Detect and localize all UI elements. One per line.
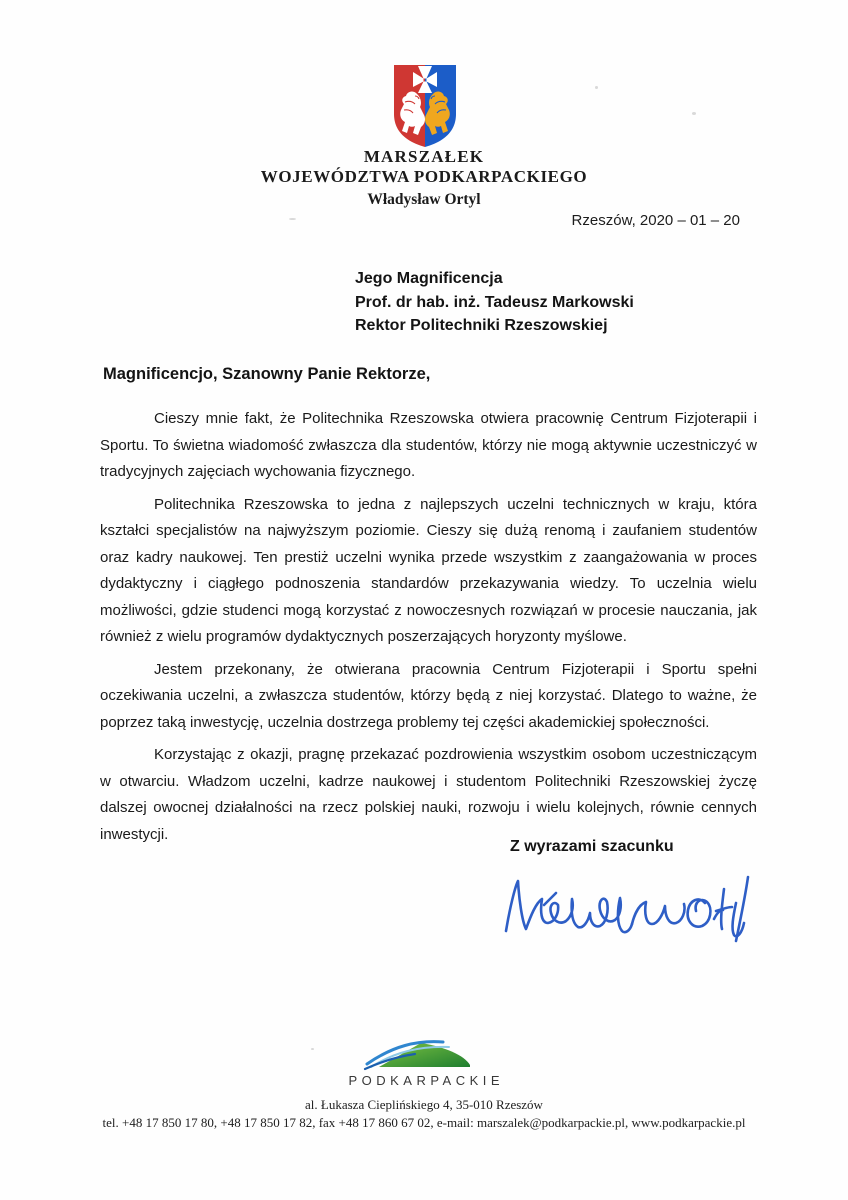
footer-address: al. Łukasza Cieplińskiego 4, 35-010 Rzeszów — [305, 1097, 543, 1112]
letterhead-person-name: Władysław Ortyl — [367, 191, 481, 208]
paragraph: Korzystając z okazji, pragnę przekazać pozdrowienia wszystkim osobom uczestniczącym w otwarciu. Władzom uczelni, kadrze naukowej i studentom Politechniki Rzeszowskiej życzę dalszej owocnej działalności na rzecz polskiej nauki, rozwoju i wielu kolejnych, równie cennych inwestycji. — [100, 746, 757, 843]
footer-contact: tel. +48 17 850 17 80, +48 17 850 17 82, fax +48 17 860 67 02, e-mail: marszalek@podkarpackie.pl, www.podkarpackie.pl — [102, 1115, 746, 1130]
letterhead-office-line2: WOJEWÓDZTWA PODKARPACKIEGO — [260, 167, 588, 186]
salutation: Magnificencjo, Szanowny Panie Rektorze, — [103, 365, 431, 383]
recipient-title: Rektor Politechniki Rzeszowskiej — [355, 317, 608, 334]
podkarpackie-logo-icon — [363, 1036, 485, 1072]
podkarpackie-logo — [0, 1036, 848, 1088]
dateline: Rzeszów, 2020 – 01 – 20 — [571, 212, 740, 229]
scan-speck — [692, 112, 696, 115]
scan-speck — [289, 218, 296, 220]
paragraph: Jestem przekonany, że otwierana pracownia Centrum Fizjoterapii i Sportu spełni oczekiwania uczelni, a zwłaszcza studentów, którzy będą z niej korzystać. Dlatego to ważne, że poprzez taką inwestycję, uczelnia dostrzega problemy tej części akademickiej społeczności. — [100, 660, 757, 731]
letterhead-office-line1: MARSZAŁEK — [363, 147, 485, 166]
paragraph: Cieszy mnie fakt, że Politechnika Rzeszowska otwiera pracownię Centrum Fizjoterapii i Sportu. To świetna wiadomość zwłaszcza dla studentów, którzy nie mogą aktywnie uczestniczyć w tradycyjnych zajęciach wychowania fizycznego. — [100, 410, 757, 480]
recipient-name: Prof. dr hab. inż. Tadeusz Markowski — [355, 293, 634, 311]
scan-speck — [311, 1048, 314, 1050]
scan-speck — [595, 86, 598, 89]
closing-phrase: Z wyrazami szacunku — [510, 838, 674, 855]
podkarpackie-coat-of-arms-icon — [391, 62, 459, 150]
paragraph: Politechnika Rzeszowska to jedna z najlepszych uczelni technicznych w kraju, która kształci specjalistów na najwyższym poziomie. Cieszy się dużą renomą i zaufaniem studentów oraz kadry naukowej. Ten prestiż uczelni wynika przede wszystkim z zaangażowania w proces dydaktyczny i ciągłego podnoszenia standardów przekazywania wiedzy. To uczelnia wielu możliwości, gdzie studenci mogą korzystać z nowoczesnych rozwiązań w procesie nauczania, jak również z wielu programów dydaktycznych poszerzających horyzonty myślowe. — [100, 495, 757, 645]
podkarpackie-logo-text: PODKARPACKIE — [348, 1073, 505, 1088]
handwritten-signature-icon — [500, 869, 750, 954]
recipient-block — [355, 267, 634, 338]
recipient-honorific: Jego Magnificencja — [355, 270, 503, 287]
letter-body — [100, 406, 757, 854]
